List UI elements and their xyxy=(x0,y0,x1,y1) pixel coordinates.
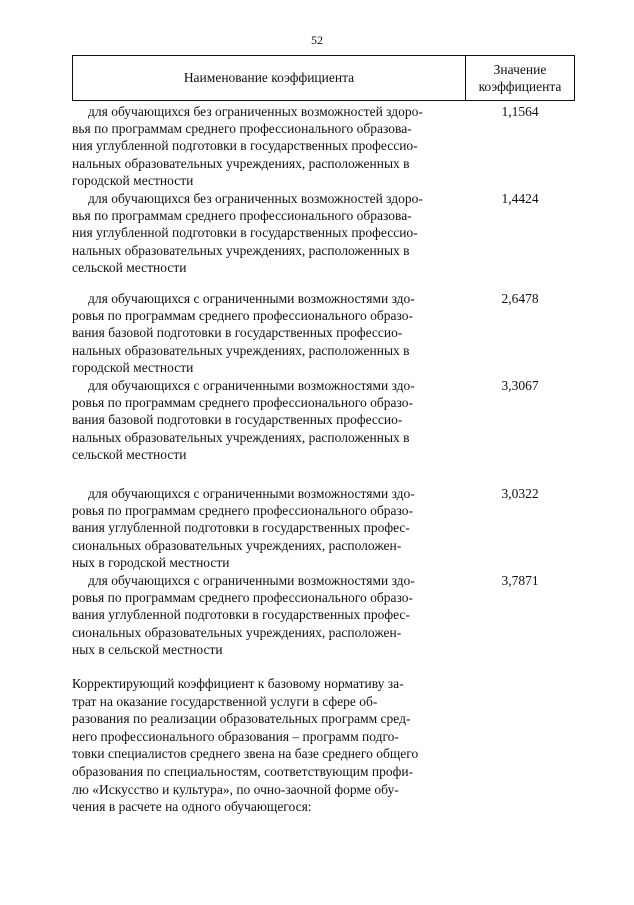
row-text-line: ровья по программам среднего профессионального образо- xyxy=(72,503,413,519)
table-row xyxy=(72,485,575,571)
table-row xyxy=(72,290,575,376)
row-value: 1,1564 xyxy=(501,104,539,119)
row-description xyxy=(72,290,462,376)
row-value: 3,3067 xyxy=(501,378,539,393)
table-row xyxy=(72,103,575,189)
row-text-line: вания базовой подготовки в государственных профессио- xyxy=(72,412,403,428)
row-text-line: для обучающихся без ограниченных возможностей здоро- xyxy=(88,191,423,206)
header-value-line-2: коэффициента xyxy=(478,79,562,94)
row-text-line: сельской местности xyxy=(72,446,187,462)
paragraph-line: трат на оказание государственной услуги в сфере об- xyxy=(72,693,378,709)
row-text-line: ных в городской местности xyxy=(72,554,230,570)
row-text-line: вья по программам среднего профессионального образова- xyxy=(72,121,412,137)
row-text-line: сиональных образовательных учреждениях, расположен- xyxy=(72,624,402,640)
row-text-line: ровья по программам среднего профессионального образо- xyxy=(72,590,413,606)
row-text-line: для обучающихся без ограниченных возможностей здоро- xyxy=(88,104,423,119)
paragraph-line: товки специалистов среднего звена на базе среднего общего xyxy=(72,746,419,762)
row-text-line: для обучающихся с ограниченными возможностями здо- xyxy=(88,291,415,306)
table-row xyxy=(72,377,575,463)
row-text-line: городской местности xyxy=(72,359,194,375)
table-row xyxy=(72,190,575,276)
row-text-line: ния углубленной подготовки в государственных профессио- xyxy=(72,138,418,154)
row-value: 2,6478 xyxy=(501,291,539,306)
row-text-line: сиональных образовательных учреждениях, расположен- xyxy=(72,537,402,553)
row-description xyxy=(72,485,462,571)
row-description xyxy=(72,377,462,463)
row-text-line: ровья по программам среднего профессионального образо- xyxy=(72,308,413,324)
row-description xyxy=(72,103,462,189)
paragraph-line: образования по специальностям, соответствующим профи- xyxy=(72,763,414,779)
row-text-line: вания базовой подготовки в государственных профессио- xyxy=(72,325,403,341)
row-text-line: нальных образовательных учреждениях, расположенных в xyxy=(72,242,410,258)
header-value-line-1: Значение xyxy=(493,62,547,77)
row-text-line: для обучающихся с ограниченными возможностями здо- xyxy=(88,378,415,393)
paragraph-line: Корректирующий коэффициент к базовому нормативу за- xyxy=(72,676,404,691)
row-value: 1,4424 xyxy=(501,191,539,206)
row-text-line: сельской местности xyxy=(72,259,187,275)
row-text-line: городской местности xyxy=(72,172,194,188)
row-text-line: вья по программам среднего профессионального образова- xyxy=(72,208,412,224)
row-text-line: ния углубленной подготовки в государственных профессио- xyxy=(72,225,418,241)
table-row xyxy=(72,572,575,658)
header-value-column xyxy=(466,56,574,100)
row-text-line: ных в сельской местности xyxy=(72,641,223,657)
header-name-column: Наименование коэффициента xyxy=(73,56,466,100)
row-text-line: для обучающихся с ограниченными возможностями здо- xyxy=(88,573,415,588)
row-description xyxy=(72,190,462,276)
paragraph-line: чения в расчете на одного обучающегося: xyxy=(72,799,312,815)
paragraph-line: него профессионального образования – программ подго- xyxy=(72,728,399,744)
row-text-line: для обучающихся с ограниченными возможностями здо- xyxy=(88,486,415,501)
page-number: 52 xyxy=(311,33,323,47)
row-text-line: вания углубленной подготовки в государственных профес- xyxy=(72,520,410,536)
row-value: 3,7871 xyxy=(501,573,539,588)
row-text-line: нальных образовательных учреждениях, расположенных в xyxy=(72,342,410,358)
row-text-line: ровья по программам среднего профессионального образо- xyxy=(72,395,413,411)
correction-coefficient-paragraph xyxy=(72,675,464,816)
paragraph-line: лю «Искусство и культура», по очно-заочной форме обу- xyxy=(72,781,399,797)
row-value: 3,0322 xyxy=(501,486,539,501)
row-text-line: нальных образовательных учреждениях, расположенных в xyxy=(72,429,410,445)
row-description xyxy=(72,572,462,658)
row-text-line: нальных образовательных учреждениях, расположенных в xyxy=(72,155,410,171)
paragraph-line: разования по реализации образовательных программ сред- xyxy=(72,711,411,727)
row-text-line: вания углубленной подготовки в государственных профес- xyxy=(72,607,410,623)
table-header xyxy=(72,55,575,101)
